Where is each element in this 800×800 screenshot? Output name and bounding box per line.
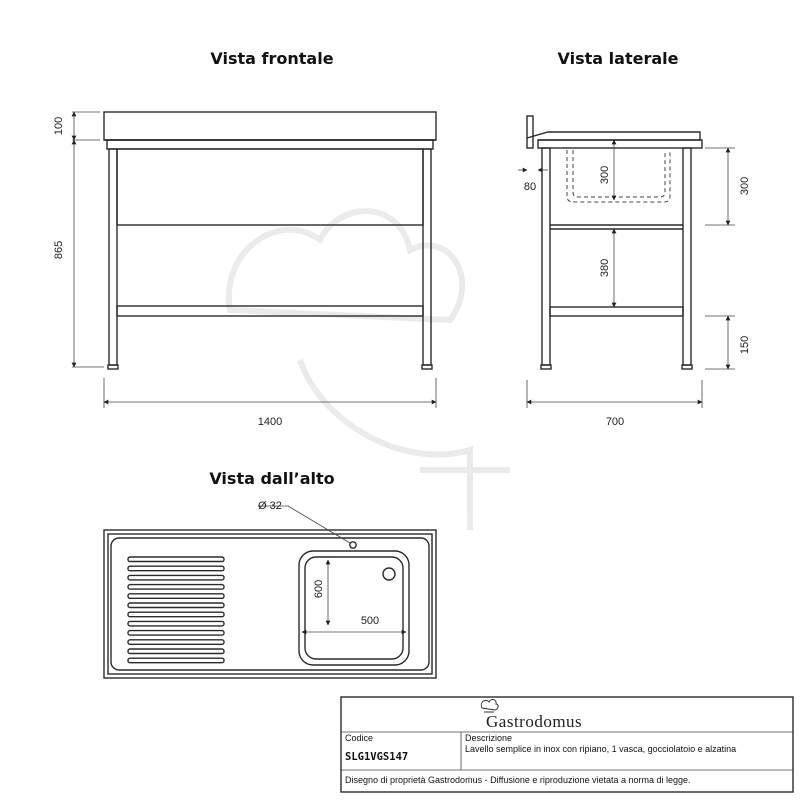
- top-view: [104, 500, 436, 678]
- dim-front-width: 1400: [257, 416, 283, 428]
- side-leg-right: [683, 148, 691, 365]
- front-leg-left: [109, 149, 117, 365]
- dim-front-body-height: 865: [53, 240, 65, 260]
- side-upstand: [527, 116, 533, 148]
- drainer-groove: [128, 658, 224, 663]
- footer-notice: Disegno di proprietà Gastrodomus - Diffusione e riproduzione vietata a norma di legge.: [345, 775, 691, 785]
- drainer-groove: [128, 566, 224, 571]
- front-leg-right: [423, 149, 431, 365]
- drainer-groove: [128, 640, 224, 645]
- dim-bowl-length: 600: [313, 579, 325, 599]
- side-leg-left: [542, 148, 550, 365]
- dim-tap-hole: Ø 32: [258, 500, 282, 512]
- top-view-title: Vista dall’alto: [209, 469, 335, 488]
- dim-side-380: 380: [599, 258, 611, 278]
- drainer-groove: [128, 631, 224, 636]
- brand-name: Gastrodomus: [486, 712, 583, 731]
- dim-side-width: 700: [605, 416, 625, 428]
- drainer-groove: [128, 612, 224, 617]
- drainer-groove: [128, 649, 224, 654]
- drainer-groove: [128, 585, 224, 590]
- dim-side-right-300: 300: [739, 176, 751, 196]
- side-view: [518, 116, 751, 428]
- drainer-groove: [128, 603, 224, 608]
- dim-side-150: 150: [739, 335, 751, 355]
- side-shelf: [550, 307, 683, 316]
- front-view-title: Vista frontale: [210, 49, 334, 68]
- front-top-slab: [104, 112, 436, 140]
- dim-bowl-width: 500: [360, 615, 380, 627]
- top-outline: [104, 530, 436, 678]
- dim-side-upstand: 80: [523, 181, 537, 193]
- drainer-groove: [128, 594, 224, 599]
- drainer-groove: [128, 621, 224, 626]
- code-value: SLG1VGS147: [345, 751, 409, 763]
- description-value: Lavello semplice in inox con ripiano, 1 vasca, gocciolatoio e alzatina: [465, 744, 737, 754]
- drainer-groove: [128, 557, 224, 562]
- tap-hole: [350, 542, 356, 548]
- front-view: [53, 112, 436, 428]
- dim-front-top-height: 100: [53, 116, 65, 136]
- description-label: Descrizione: [465, 733, 513, 743]
- bowl: [299, 551, 409, 665]
- drainer-grooves: [128, 557, 224, 663]
- drainer-groove: [128, 575, 224, 580]
- chef-hat-icon: [481, 700, 498, 712]
- title-block: [341, 697, 793, 792]
- drain-hole: [383, 568, 395, 580]
- side-view-title: Vista laterale: [557, 49, 679, 68]
- code-label: Codice: [345, 733, 374, 743]
- dim-side-bowl-depth: 300: [599, 165, 611, 185]
